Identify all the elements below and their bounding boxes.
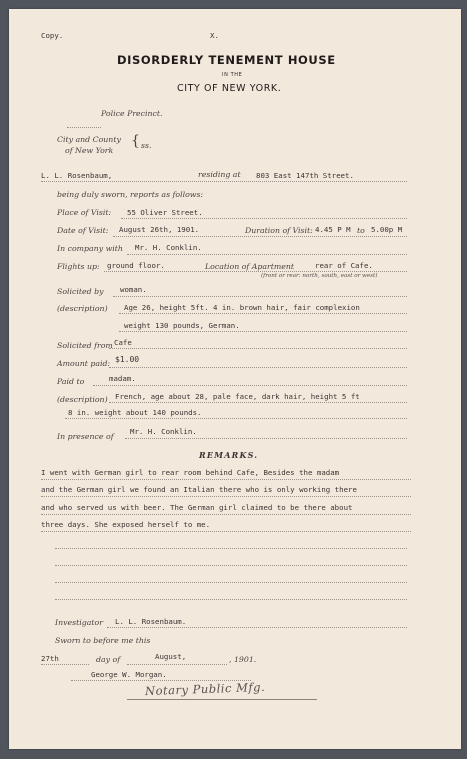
place-label: Place of Visit: xyxy=(57,208,112,217)
investigator-name: L. L. Rosenbaum, xyxy=(41,171,113,180)
row-line xyxy=(65,418,407,419)
flights-value: ground floor. xyxy=(107,261,165,270)
city-county-label-2: of New York xyxy=(65,146,114,155)
row-line xyxy=(109,402,407,403)
sworn-label: being duly sworn, reports as follows: xyxy=(57,190,204,199)
flights-label: Flights up: xyxy=(57,262,100,271)
row-line xyxy=(41,181,407,182)
row-line xyxy=(121,218,407,219)
residing-at-label: residing at xyxy=(198,170,241,179)
document-page xyxy=(9,9,461,749)
row-line xyxy=(41,496,411,497)
month-value: August, xyxy=(155,652,187,661)
row-line xyxy=(113,236,407,237)
solicited-by-value: woman. xyxy=(120,285,147,294)
remarks-line-3: and who served us with beer. The German girl claimed to be there about xyxy=(41,503,353,512)
row-line xyxy=(113,296,407,297)
city-county-label-1: City and County xyxy=(57,135,121,144)
in-the-label: IN THE xyxy=(222,72,243,78)
day-value: 27th xyxy=(41,654,59,663)
row-line xyxy=(119,331,407,332)
row-line xyxy=(119,313,407,314)
x-mark: X. xyxy=(210,31,219,40)
signature-line xyxy=(127,699,317,700)
row-line xyxy=(41,664,89,665)
description2-line-1: French, age about 28, pale face, dark hair, height 5 ft xyxy=(115,392,360,401)
date-label: Date of Visit: xyxy=(57,226,109,235)
copy-label: Copy. xyxy=(41,31,64,40)
amount-value: $1.00 xyxy=(115,355,140,364)
brace-mark: { xyxy=(131,133,140,149)
day-of-label: day of xyxy=(96,655,121,664)
investigator-label: Investigator xyxy=(55,618,103,627)
row-line xyxy=(41,479,411,480)
solicited-from-value: Cafe xyxy=(114,338,132,347)
police-precinct-label: Police Precinct. xyxy=(101,109,163,118)
year-label: , 1901. xyxy=(229,655,257,664)
blank-line xyxy=(55,599,407,600)
duration-from: 4.45 P M xyxy=(315,225,351,234)
description-label: (description) xyxy=(57,304,108,313)
address-value: 803 East 147th Street. xyxy=(256,171,354,180)
notary-name: George W. Morgan. xyxy=(91,670,167,679)
location-hint: (front or rear: north, south, east or west) xyxy=(261,273,378,279)
date-value: August 26th, 1901. xyxy=(119,225,200,234)
paid-to-value: madam. xyxy=(109,374,136,383)
remarks-line-2: and the German girl we found an Italian there who is only working there xyxy=(41,485,357,494)
remarks-line-4: three days. She exposed herself to me. xyxy=(41,520,211,529)
row-line xyxy=(109,367,407,368)
presence-value: Mr. H. Conklin. xyxy=(130,427,197,436)
city-title: CITY OF NEW YORK. xyxy=(177,83,282,94)
duration-to: 5.00p M xyxy=(371,225,403,234)
row-line xyxy=(127,664,227,665)
place-value: 55 Oliver Street. xyxy=(127,208,203,217)
description-line-1: Age 26, height 5ft. 4 in. brown hair, fair complexion xyxy=(124,303,360,312)
investigator-signature-value: L. L. Rosenbaum. xyxy=(115,617,187,626)
document-title: DISORDERLY TENEMENT HOUSE xyxy=(117,53,336,67)
row-line xyxy=(41,514,411,515)
row-line xyxy=(107,627,407,628)
notary-signature: Notary Public Mfg. xyxy=(144,679,266,699)
to-label: to xyxy=(357,226,365,235)
solicited-by-label: Solicited by xyxy=(57,287,104,296)
presence-label: In presence of xyxy=(57,432,114,441)
row-line xyxy=(41,531,411,532)
remarks-title: REMARKS. xyxy=(199,450,259,460)
row-line xyxy=(109,348,407,349)
row-line xyxy=(125,438,407,439)
solicited-from-label: Solicited from xyxy=(57,341,113,350)
location-label: Location of Apartment xyxy=(205,262,295,271)
blank-line xyxy=(55,565,407,566)
blank-line xyxy=(55,582,407,583)
company-label: In company with xyxy=(57,244,123,253)
row-line xyxy=(93,385,407,386)
amount-label: Amount paid: xyxy=(57,359,111,368)
blank-line xyxy=(55,548,407,549)
sworn-before-label: Sworn to before me this xyxy=(55,636,151,645)
ss-label: ss. xyxy=(141,141,152,150)
row-line xyxy=(104,271,407,272)
location-value: rear of Cafe. xyxy=(315,261,373,270)
row-line xyxy=(127,254,407,255)
company-value: Mr. H. Conklin. xyxy=(135,243,202,252)
precinct-blank-line xyxy=(67,127,101,128)
description-line-2: weight 130 pounds, German. xyxy=(124,321,240,330)
remarks-line-1: I went with German girl to rear room behind Cafe, Besides the madam xyxy=(41,468,340,477)
description2-label: (description) xyxy=(57,395,108,404)
paid-to-label: Paid to xyxy=(57,377,85,386)
duration-label: Duration of Visit: xyxy=(245,226,313,235)
description2-line-2: 8 in. weight about 140 pounds. xyxy=(68,408,202,417)
